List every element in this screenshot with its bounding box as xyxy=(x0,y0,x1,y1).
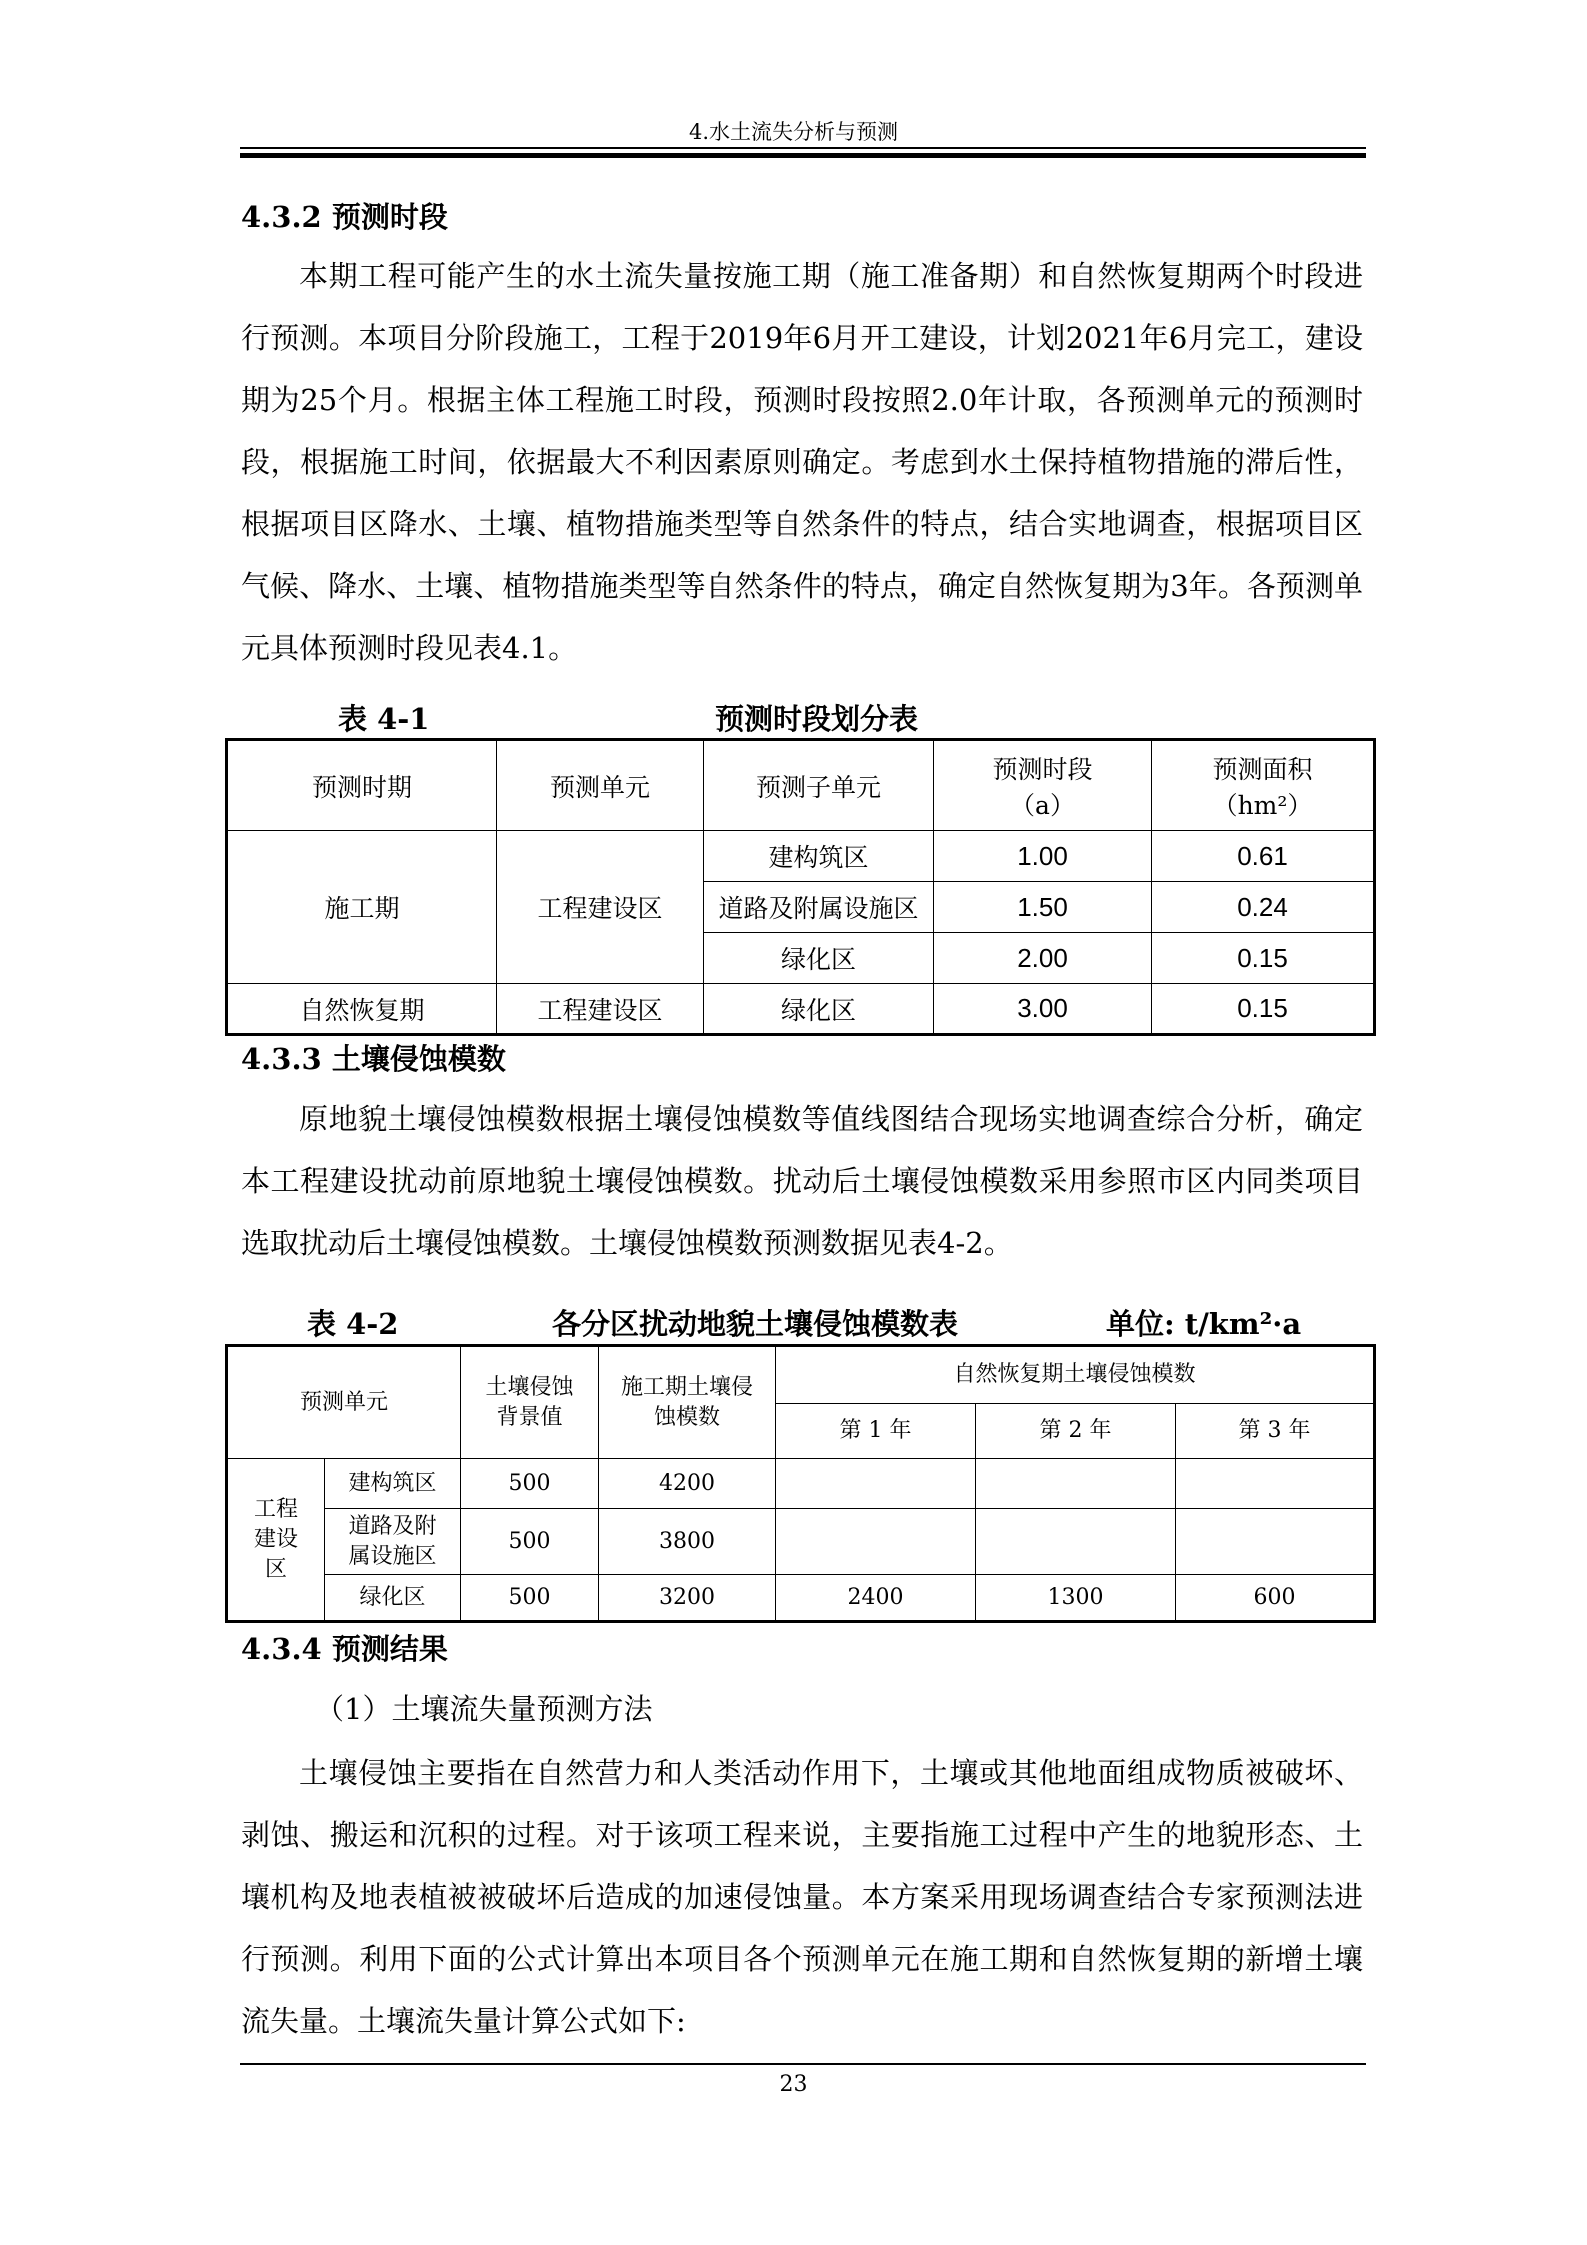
header-construction xyxy=(599,1346,776,1459)
header-unit: 预测单元 xyxy=(227,1346,461,1459)
table1-label: 表 4-1 xyxy=(338,702,430,736)
header-subunit: 预测子单元 xyxy=(704,740,934,831)
header-area-line2: （hm²） xyxy=(1212,790,1313,820)
table-row xyxy=(227,1459,1375,1509)
cell-period-recovery: 自然恢复期 xyxy=(227,984,497,1035)
paragraph-text: 土壤侵蚀主要指在自然营力和人类活动作用下，土壤或其他地面组成物质被破坏、剥蚀、搬运和沉积的过程。对于该项工程来说，主要指施工过程中产生的地貌形态、土壤机构及地表植被被破坏后造成的加速侵蚀量。本方案采用现场调查结合专家预测法进行预测。利用下面的公式计算出本项目各个预测单元在施工期和自然恢复期的新增土壤流失量。土壤流失量计算公式如下: xyxy=(241,1756,1363,2038)
paragraph-text: 原地貌土壤侵蚀模数根据土壤侵蚀模数等值线图结合现场实地调查综合分析，确定本工程建设扰动前原地貌土壤侵蚀模数。扰动后土壤侵蚀模数采用参照市区内同类项目选取扰动后土壤侵蚀模数。土壤侵蚀模数预测数据见表4-2。 xyxy=(241,1102,1363,1260)
cell-year1 xyxy=(776,1509,976,1575)
cell-background: 500 xyxy=(461,1459,599,1509)
cell-subunit: 绿化区 xyxy=(704,984,934,1035)
cell-year2 xyxy=(976,1509,1176,1575)
section-heading-4-3-3: 4.3.3 土壤侵蚀模数 xyxy=(241,1042,506,1076)
paragraph-erosion-modulus xyxy=(241,1088,1363,1274)
footer-rule xyxy=(240,2063,1366,2065)
paragraph-text: 本期工程可能产生的水土流失量按施工期（施工准备期）和自然恢复期两个时段进行预测。本项目分阶段施工，工程于2019年6月开工建设，计划2021年6月完工，建设期为25个月。根据主体工程施工时段，预测时段按照2.0年计取，各预测单元的预测时段，根据施工时间，依据最大不利因素原则确定。考虑到水土保持植物措施的滞后性，根据项目区降水、土壤、植物措施类型等自然条件的特点，结合实地调查，根据项目区气候、降水、土壤、植物措施类型等自然条件的特点，确定自然恢复期为3年。各预测单元具体预测时段见表4.1。 xyxy=(241,259,1363,665)
cell-year3 xyxy=(1176,1459,1375,1509)
table-header-row xyxy=(227,1346,1375,1404)
cell-unit-recovery: 工程建设区 xyxy=(497,984,704,1035)
cell-group-line2: 建设 xyxy=(253,1526,298,1552)
cell-duration: 1.50 xyxy=(934,882,1152,933)
table-row xyxy=(227,1575,1375,1622)
cell-duration: 2.00 xyxy=(934,933,1152,984)
table2-label: 表 4-2 xyxy=(307,1307,399,1341)
cell-period-construction: 施工期 xyxy=(227,831,497,984)
table-row xyxy=(227,831,1375,882)
table-header-row xyxy=(227,740,1375,831)
section-heading-4-3-4: 4.3.4 预测结果 xyxy=(241,1632,448,1666)
header-period: 预测时期 xyxy=(227,740,497,831)
cell-area: 0.15 xyxy=(1152,984,1375,1035)
table-prediction-periods xyxy=(225,738,1376,1036)
cell-area: 0.15 xyxy=(1152,933,1375,984)
header-construction-line2: 蚀模数 xyxy=(654,1404,721,1430)
section-heading-4-3-2: 4.3.2 预测时段 xyxy=(241,200,448,234)
header-area xyxy=(1152,740,1375,831)
header-unit: 预测单元 xyxy=(497,740,704,831)
cell-group xyxy=(227,1459,325,1622)
header-duration-line2: （a） xyxy=(1010,790,1075,820)
table2-unit-label: 单位: t/km²·a xyxy=(1106,1307,1302,1341)
header-duration-line1: 预测时段 xyxy=(992,754,1093,784)
cell-area: 0.61 xyxy=(1152,831,1375,882)
cell-construction: 3200 xyxy=(599,1575,776,1622)
header-background-line2: 背景值 xyxy=(496,1404,563,1430)
table2-title: 各分区扰动地貌土壤侵蚀模数表 xyxy=(552,1307,959,1341)
header-rule-thin xyxy=(240,147,1366,149)
cell-duration: 3.00 xyxy=(934,984,1152,1035)
cell-year3 xyxy=(1176,1509,1375,1575)
cell-group-line1: 工程 xyxy=(253,1496,298,1522)
paragraph-prediction-method xyxy=(241,1742,1363,2052)
cell-name xyxy=(325,1509,461,1575)
table-row xyxy=(227,1509,1375,1575)
cell-year1 xyxy=(776,1459,976,1509)
running-header: 4.水土流失分析与预测 xyxy=(688,120,899,144)
cell-group-line3: 区 xyxy=(264,1556,287,1582)
cell-background: 500 xyxy=(461,1509,599,1575)
cell-name: 绿化区 xyxy=(325,1575,461,1622)
header-recovery: 自然恢复期土壤侵蚀模数 xyxy=(776,1346,1375,1404)
header-rule-thick xyxy=(240,153,1366,158)
header-background-line1: 土壤侵蚀 xyxy=(485,1374,574,1400)
header-year2: 第 2 年 xyxy=(976,1404,1176,1459)
cell-name: 建构筑区 xyxy=(325,1459,461,1509)
subheading-method: （1）土壤流失量预测方法 xyxy=(315,1692,653,1726)
table1-title: 预测时段划分表 xyxy=(715,702,919,736)
paragraph-prediction-period xyxy=(241,245,1363,679)
cell-year2: 1300 xyxy=(976,1575,1176,1622)
cell-subunit: 绿化区 xyxy=(704,933,934,984)
header-year3: 第 3 年 xyxy=(1176,1404,1375,1459)
cell-area: 0.24 xyxy=(1152,882,1375,933)
cell-subunit: 道路及附属设施区 xyxy=(704,882,934,933)
cell-year1: 2400 xyxy=(776,1575,976,1622)
cell-subunit: 建构筑区 xyxy=(704,831,934,882)
cell-name-line1: 道路及附 xyxy=(348,1513,437,1539)
cell-background: 500 xyxy=(461,1575,599,1622)
cell-year3: 600 xyxy=(1176,1575,1375,1622)
table-erosion-modulus xyxy=(225,1344,1376,1623)
header-year1: 第 1 年 xyxy=(776,1404,976,1459)
cell-construction: 3800 xyxy=(599,1509,776,1575)
header-duration xyxy=(934,740,1152,831)
table-row xyxy=(227,984,1375,1035)
cell-construction: 4200 xyxy=(599,1459,776,1509)
cell-name-line2: 属设施区 xyxy=(348,1543,437,1569)
cell-duration: 1.00 xyxy=(934,831,1152,882)
header-construction-line1: 施工期土壤侵 xyxy=(621,1374,754,1400)
page-number: 23 xyxy=(779,2072,808,2097)
cell-year2 xyxy=(976,1459,1176,1509)
header-area-line1: 预测面积 xyxy=(1212,754,1313,784)
header-background xyxy=(461,1346,599,1459)
cell-unit-construction: 工程建设区 xyxy=(497,831,704,984)
